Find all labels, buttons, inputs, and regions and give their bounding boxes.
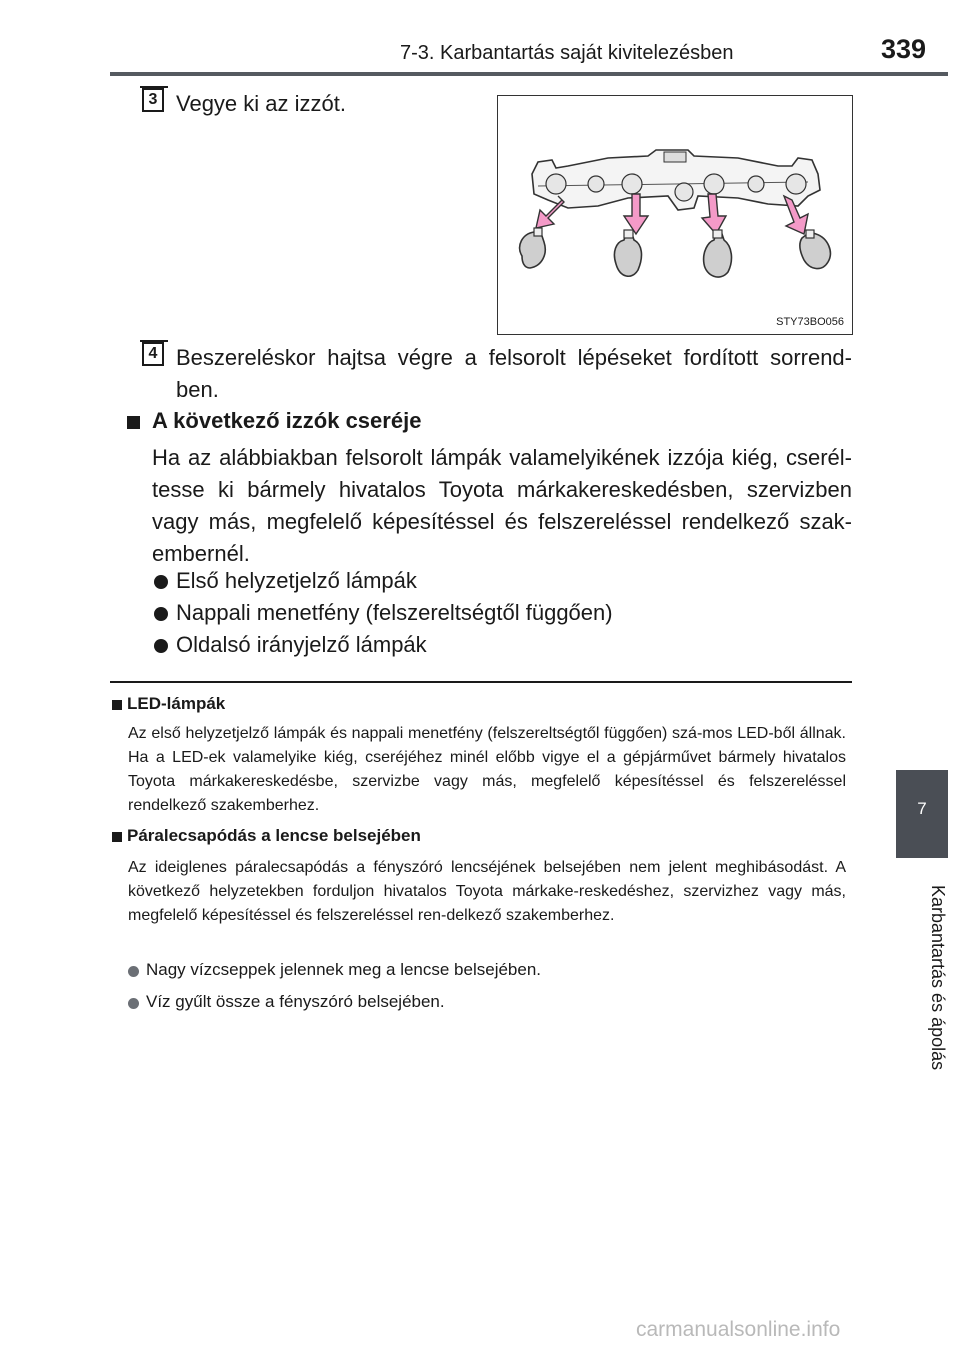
headlight-illustration: [498, 96, 851, 333]
note-square-icon: [112, 832, 122, 842]
step-4-text: Beszereléskor hajtsa végre a felsorolt lépéseket fordított sorrend-ben.: [176, 345, 852, 402]
section-body: Ha az alábbiakban felsorolt lámpák valamelyikének izzója kiég, cserél-tesse ki bármely hivatalos Toyota márkakereskedésben, szervizben vagy más, megfelelő képesítéssel és felszereléssel rendelkező szak-embernél.: [152, 445, 852, 566]
step-4-number: 4: [142, 342, 164, 366]
note-title-led: LED-lámpák: [127, 694, 226, 713]
note-bullet-item: Víz gyűlt össze a fényszóró belsejében.: [146, 992, 445, 1011]
note-body-condensation: Az ideiglenes páralecsapódás a fényszóró lencséjének belsejében nem jelent meghibásodást. A következő helyzetekben forduljon hivatalos Toyota márkake-reskedéshez, szervizhez vagy más, megfelelő képesítéssel és felszereléssel ren-delkező szakemberhez.: [128, 859, 846, 924]
section-square-icon: [127, 416, 140, 429]
figure-code: STY73BO056: [776, 316, 844, 328]
bullet-dot-icon: [154, 575, 168, 589]
note-bullet-dot-icon: [128, 998, 139, 1009]
section-title: A következő izzók cseréje: [152, 408, 422, 433]
note-square-icon: [112, 700, 122, 710]
bullet-dot-icon: [154, 607, 168, 621]
bulb-removal-figure: [497, 95, 853, 335]
header-section-title: 7-3. Karbantartás saját kivitelezésben: [400, 42, 734, 64]
watermark: carmanualsonline.info: [636, 1318, 841, 1341]
bullet-item: Nappali menetfény (felszereltségtől függően): [176, 600, 613, 625]
note-bullet-dot-icon: [128, 966, 139, 977]
bullet-dot-icon: [154, 639, 168, 653]
bullet-item: Oldalsó irányjelző lámpák: [176, 632, 427, 657]
page-number: 339: [880, 34, 926, 64]
note-bullet-item: Nagy vízcseppek jelennek meg a lencse belsejében.: [146, 960, 542, 979]
chapter-number: 7: [917, 799, 927, 818]
bullet-item: Első helyzetjelző lámpák: [176, 568, 417, 593]
header-rule: [110, 72, 948, 76]
notes-divider: [110, 681, 852, 683]
step-3-number: 3: [142, 88, 164, 112]
step-3-text: Vegye ki az izzót.: [176, 91, 346, 116]
chapter-title: Karbantartás és ápolás: [928, 885, 948, 1071]
note-body-led: Az első helyzetjelző lámpák és nappali menetfény (felszereltségtől függően) szá-mos LED-ből állnak. Ha a LED-ek valamelyike kiég, cseréjéhez minél előbb vigye el a gépjárművet bármely hivatalos Toyota márkakereskedésbe, szervizbe vagy más, megfelelő képesítéssel és felszereléssel rendelkező szakemberhez.: [128, 725, 846, 814]
note-title-condensation: Páralecsapódás a lencse belsejében: [127, 826, 421, 845]
